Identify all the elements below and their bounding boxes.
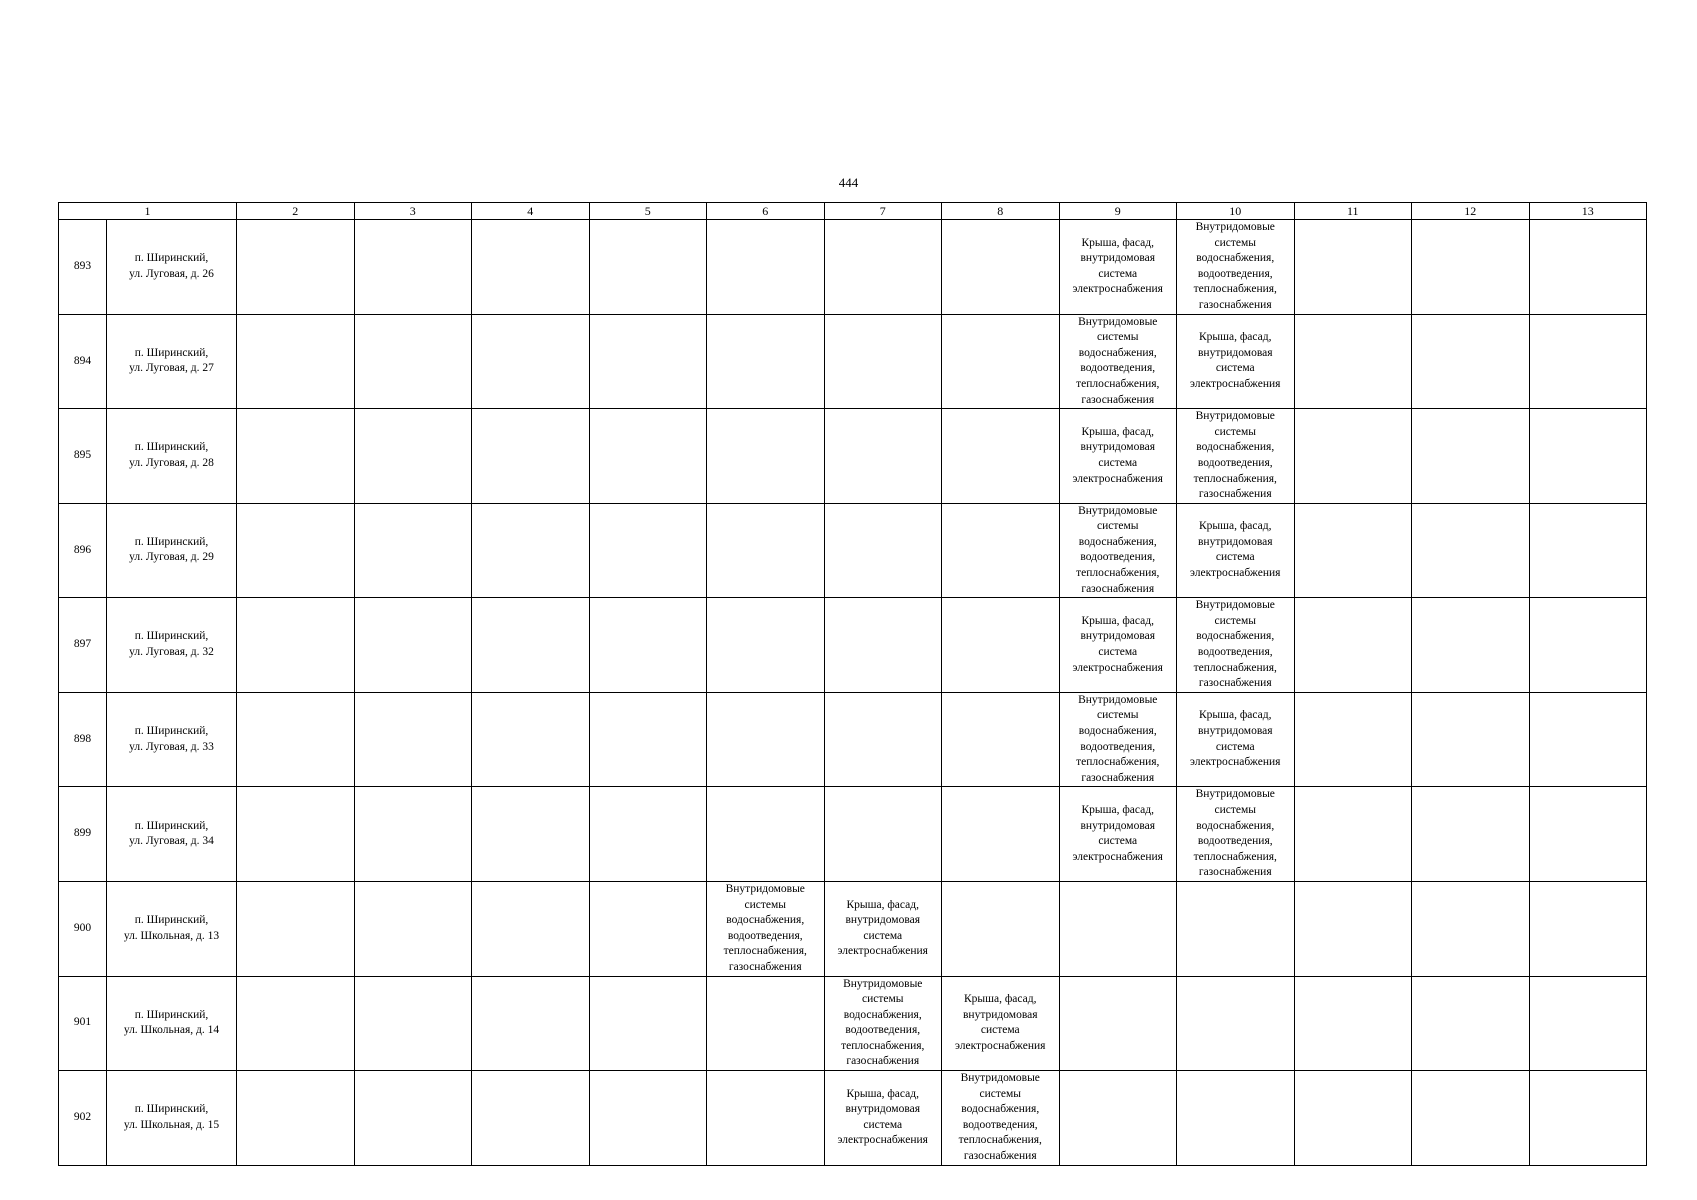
row-number: 896: [59, 503, 107, 598]
column-6-cell: [707, 598, 825, 693]
column-9-cell: [1059, 881, 1177, 976]
work-type-line: теплоснабжения,: [1076, 377, 1160, 390]
column-8-cell: [942, 1071, 1060, 1166]
row-number: 897: [59, 598, 107, 693]
address-line: ул. Школьная, д. 14: [123, 1024, 220, 1037]
column-7-cell: [824, 976, 942, 1071]
column-3-cell: [354, 409, 472, 504]
work-type-line: внутридомовая: [1080, 441, 1155, 454]
column-10-cell: [1177, 692, 1295, 787]
work-type-line: системы: [862, 993, 904, 1006]
address-cell: [107, 598, 237, 693]
address-line: ул. Школьная, д. 15: [123, 1118, 220, 1131]
address-line: п. Ширинский,: [134, 725, 209, 737]
column-header-9: 9: [1059, 203, 1177, 220]
work-type-line: электроснабжения: [1190, 567, 1281, 580]
work-type-line: водоотведения,: [1197, 267, 1273, 280]
column-10-cell: [1177, 976, 1295, 1071]
column-13-cell: [1529, 220, 1647, 315]
row-number: 893: [59, 220, 107, 315]
work-type-line: система: [863, 1118, 903, 1131]
work-type-line: электроснабжения: [955, 1039, 1046, 1052]
column-2-cell: [237, 881, 355, 976]
column-7-cell: [824, 503, 942, 598]
work-type-line: электроснабжения: [837, 945, 928, 958]
work-type-line: Внутридомовые: [1078, 693, 1158, 706]
work-type-line: Внутридомовые: [843, 977, 923, 990]
work-type-line: водоснабжения,: [1196, 630, 1275, 643]
column-header-12: 12: [1412, 203, 1530, 220]
table-row: [59, 692, 1647, 787]
column-9-cell: [1059, 787, 1177, 882]
address-cell: [107, 409, 237, 504]
work-type-line: системы: [1097, 520, 1139, 533]
work-type-line: внутридомовая: [1198, 535, 1273, 548]
table-row: [59, 787, 1647, 882]
column-10-cell: [1177, 598, 1295, 693]
address-cell: [107, 220, 237, 315]
work-type-line: водоснабжения,: [726, 914, 805, 927]
address-line: п. Ширинский,: [134, 1008, 209, 1021]
column-3-cell: [354, 692, 472, 787]
row-number: 895: [59, 409, 107, 504]
work-type-line: газоснабжения: [1081, 582, 1155, 595]
work-type-line: теплоснабжения,: [1193, 661, 1277, 674]
header-row: [59, 203, 1647, 220]
column-10-cell: [1177, 787, 1295, 882]
column-5-cell: [589, 598, 707, 693]
column-7-cell: [824, 692, 942, 787]
column-6-cell: [707, 314, 825, 409]
column-11-cell: [1294, 976, 1412, 1071]
work-type-line: водоотведения,: [727, 929, 803, 942]
work-type-line: Внутридомовые: [725, 882, 805, 895]
row-number: 902: [59, 1071, 107, 1166]
address-cell: [107, 976, 237, 1071]
column-13-cell: [1529, 787, 1647, 882]
address-line: п. Ширинский,: [134, 535, 209, 548]
column-2-cell: [237, 787, 355, 882]
work-type-line: газоснабжения: [846, 1055, 920, 1068]
work-type-line: газоснабжения: [1198, 488, 1272, 501]
column-9-cell: [1059, 692, 1177, 787]
column-3-cell: [354, 598, 472, 693]
column-4-cell: [472, 314, 590, 409]
column-6-cell: [707, 787, 825, 882]
work-type-line: водоснабжения,: [1078, 725, 1157, 737]
column-6-cell: [707, 692, 825, 787]
work-type-line: Крыша, фасад,: [964, 993, 1037, 1006]
address-line: ул. Луговая, д. 27: [129, 362, 214, 375]
work-type-line: система: [863, 929, 903, 942]
column-12-cell: [1412, 692, 1530, 787]
column-5-cell: [589, 1071, 707, 1166]
work-type-line: электроснабжения: [1072, 283, 1163, 296]
work-type-line: внутридомовая: [963, 1008, 1038, 1021]
column-12-cell: [1412, 220, 1530, 315]
column-header-10: 10: [1177, 203, 1295, 220]
column-5-cell: [589, 503, 707, 598]
address-cell: [107, 881, 237, 976]
column-12-cell: [1412, 787, 1530, 882]
column-header-7: 7: [824, 203, 942, 220]
work-type-line: электроснабжения: [1190, 377, 1281, 390]
column-3-cell: [354, 220, 472, 315]
work-type-line: Внутридомовые: [1078, 315, 1158, 328]
column-11-cell: [1294, 503, 1412, 598]
work-type-line: внутридомовая: [845, 914, 920, 927]
page-number: 444: [838, 175, 859, 190]
work-type-line: системы: [1214, 614, 1256, 627]
column-header-13: 13: [1529, 203, 1647, 220]
column-9-cell: [1059, 409, 1177, 504]
column-header-3: 3: [354, 203, 472, 220]
column-12-cell: [1412, 598, 1530, 693]
work-type-line: водоснабжения,: [843, 1008, 922, 1021]
column-13-cell: [1529, 409, 1647, 504]
column-4-cell: [472, 976, 590, 1071]
column-11-cell: [1294, 1071, 1412, 1166]
column-2-cell: [237, 598, 355, 693]
column-13-cell: [1529, 314, 1647, 409]
work-type-line: внутридомовая: [1198, 725, 1273, 737]
work-type-line: система: [1098, 267, 1138, 280]
table-body: [59, 220, 1647, 1166]
work-type-line: теплоснабжения,: [1193, 472, 1277, 485]
column-3-cell: [354, 314, 472, 409]
work-type-line: теплоснабжения,: [841, 1039, 925, 1052]
column-11-cell: [1294, 409, 1412, 504]
work-type-line: водоснабжения,: [1078, 535, 1157, 548]
work-type-line: водоотведения,: [1080, 740, 1156, 753]
work-type-line: Крыша, фасад,: [1199, 331, 1272, 344]
work-type-line: системы: [744, 898, 786, 911]
address-line: ул. Школьная, д. 13: [123, 929, 220, 942]
column-11-cell: [1294, 881, 1412, 976]
row-number: 901: [59, 976, 107, 1071]
work-type-line: теплоснабжения,: [723, 945, 807, 958]
work-type-line: системы: [979, 1087, 1021, 1100]
column-10-cell: [1177, 314, 1295, 409]
column-4-cell: [472, 220, 590, 315]
row-number: 900: [59, 881, 107, 976]
column-9-cell: [1059, 314, 1177, 409]
column-2-cell: [237, 692, 355, 787]
column-2-cell: [237, 976, 355, 1071]
column-11-cell: [1294, 598, 1412, 693]
column-2-cell: [237, 1071, 355, 1166]
column-5-cell: [589, 220, 707, 315]
work-type-line: системы: [1214, 425, 1256, 438]
work-type-line: водоснабжения,: [961, 1103, 1040, 1116]
column-8-cell: [942, 409, 1060, 504]
column-2-cell: [237, 409, 355, 504]
address-cell: [107, 314, 237, 409]
work-type-line: электроснабжения: [837, 1134, 928, 1147]
column-header-11: 11: [1294, 203, 1412, 220]
address-line: п. Ширинский,: [134, 441, 209, 454]
table-row: [59, 598, 1647, 693]
work-type-line: внутридомовая: [1198, 346, 1273, 359]
column-8-cell: [942, 881, 1060, 976]
work-type-line: Внутридомовые: [1195, 410, 1275, 423]
work-type-line: водоснабжения,: [1196, 441, 1275, 454]
work-type-line: Крыша, фасад,: [1081, 614, 1154, 627]
table-header: [59, 203, 1647, 220]
column-4-cell: [472, 409, 590, 504]
work-type-line: системы: [1214, 236, 1256, 249]
column-10-cell: [1177, 409, 1295, 504]
row-number: 899: [59, 787, 107, 882]
work-type-line: Крыша, фасад,: [1199, 709, 1272, 722]
address-cell: [107, 692, 237, 787]
work-type-line: водоотведения,: [1197, 835, 1273, 848]
table-row: [59, 503, 1647, 598]
column-7-cell: [824, 598, 942, 693]
column-3-cell: [354, 787, 472, 882]
address-line: ул. Луговая, д. 29: [129, 551, 214, 564]
column-13-cell: [1529, 1071, 1647, 1166]
column-4-cell: [472, 881, 590, 976]
address-line: ул. Луговая, д. 26: [129, 267, 214, 280]
column-11-cell: [1294, 314, 1412, 409]
column-5-cell: [589, 976, 707, 1071]
column-8-cell: [942, 314, 1060, 409]
work-type-line: системы: [1097, 331, 1139, 344]
work-type-line: система: [980, 1024, 1020, 1037]
column-6-cell: [707, 409, 825, 504]
work-type-line: внутридомовая: [1080, 819, 1155, 832]
work-type-line: Внутридомовые: [1195, 599, 1275, 612]
work-type-line: Крыша, фасад,: [846, 898, 919, 911]
column-10-cell: [1177, 220, 1295, 315]
column-8-cell: [942, 598, 1060, 693]
work-type-line: Внутридомовые: [1195, 788, 1275, 801]
work-type-line: Внутридомовые: [1195, 221, 1275, 233]
work-type-line: внутридомовая: [845, 1103, 920, 1116]
address-line: п. Ширинский,: [134, 1103, 209, 1116]
column-2-cell: [237, 220, 355, 315]
column-10-cell: [1177, 881, 1295, 976]
work-type-line: Крыша, фасад,: [1081, 425, 1154, 438]
address-line: ул. Луговая, д. 32: [129, 646, 214, 659]
work-type-line: газоснабжения: [1198, 866, 1272, 879]
column-3-cell: [354, 1071, 472, 1166]
column-13-cell: [1529, 598, 1647, 693]
work-type-line: внутридомовая: [1080, 630, 1155, 643]
address-cell: [107, 503, 237, 598]
column-9-cell: [1059, 503, 1177, 598]
column-12-cell: [1412, 409, 1530, 504]
column-4-cell: [472, 787, 590, 882]
address-line: п. Ширинский,: [134, 914, 209, 927]
column-10-cell: [1177, 1071, 1295, 1166]
column-13-cell: [1529, 881, 1647, 976]
table-row: [59, 976, 1647, 1071]
work-type-line: внутридомовая: [1080, 252, 1155, 265]
work-type-line: водоотведения,: [1080, 551, 1156, 564]
work-type-line: Крыша, фасад,: [1199, 520, 1272, 533]
address-line: ул. Луговая, д. 34: [129, 835, 214, 848]
column-9-cell: [1059, 598, 1177, 693]
work-type-line: система: [1098, 646, 1138, 659]
address-line: ул. Луговая, д. 28: [129, 456, 214, 469]
column-12-cell: [1412, 881, 1530, 976]
column-header-1: 1: [59, 203, 237, 220]
column-8-cell: [942, 692, 1060, 787]
column-6-cell: [707, 220, 825, 315]
column-10-cell: [1177, 503, 1295, 598]
column-7-cell: [824, 1071, 942, 1166]
column-3-cell: [354, 881, 472, 976]
work-type-line: газоснабжения: [963, 1150, 1037, 1163]
column-4-cell: [472, 692, 590, 787]
column-4-cell: [472, 598, 590, 693]
work-type-line: теплоснабжения,: [1076, 756, 1160, 769]
column-7-cell: [824, 409, 942, 504]
column-12-cell: [1412, 976, 1530, 1071]
work-type-line: Крыша, фасад,: [1081, 803, 1154, 816]
column-12-cell: [1412, 314, 1530, 409]
column-7-cell: [824, 881, 942, 976]
table-row: [59, 1071, 1647, 1166]
row-number: 898: [59, 692, 107, 787]
work-type-line: водоотведения,: [1197, 646, 1273, 659]
work-type-line: электроснабжения: [1190, 756, 1281, 769]
address-line: п. Ширинский,: [134, 819, 209, 832]
work-type-line: теплоснабжения,: [1193, 283, 1277, 296]
work-type-line: теплоснабжения,: [1193, 850, 1277, 863]
address-line: ул. Луговая, д. 33: [129, 740, 214, 753]
work-type-line: газоснабжения: [1198, 677, 1272, 690]
work-type-line: водоотведения,: [1197, 456, 1273, 469]
work-type-line: Внутридомовые: [1078, 504, 1158, 517]
column-4-cell: [472, 503, 590, 598]
column-8-cell: [942, 976, 1060, 1071]
work-type-line: теплоснабжения,: [1076, 567, 1160, 580]
work-type-line: газоснабжения: [1081, 771, 1155, 784]
table-row: [59, 220, 1647, 315]
column-9-cell: [1059, 220, 1177, 315]
column-8-cell: [942, 503, 1060, 598]
column-12-cell: [1412, 503, 1530, 598]
column-header-8: 8: [942, 203, 1060, 220]
column-13-cell: [1529, 976, 1647, 1071]
column-5-cell: [589, 409, 707, 504]
address-line: п. Ширинский,: [134, 346, 209, 359]
column-5-cell: [589, 881, 707, 976]
work-type-line: Крыша, фасад,: [1081, 236, 1154, 249]
column-13-cell: [1529, 692, 1647, 787]
column-6-cell: [707, 1071, 825, 1166]
column-4-cell: [472, 1071, 590, 1166]
work-type-line: водоснабжения,: [1078, 346, 1157, 359]
work-type-line: теплоснабжения,: [958, 1134, 1042, 1147]
column-header-6: 6: [707, 203, 825, 220]
column-8-cell: [942, 220, 1060, 315]
column-7-cell: [824, 220, 942, 315]
work-type-line: газоснабжения: [1081, 393, 1155, 406]
table-row: [59, 881, 1647, 976]
work-type-line: система: [1098, 835, 1138, 848]
work-type-line: электроснабжения: [1072, 472, 1163, 485]
address-line: п. Ширинский,: [134, 630, 209, 643]
work-type-line: система: [1215, 551, 1255, 564]
work-type-line: водоотведения,: [962, 1118, 1038, 1131]
column-6-cell: [707, 881, 825, 976]
work-type-line: водоснабжения,: [1196, 819, 1275, 832]
work-type-line: электроснабжения: [1072, 850, 1163, 863]
work-type-line: система: [1098, 456, 1138, 469]
address-line: п. Ширинский,: [134, 252, 209, 265]
column-header-5: 5: [589, 203, 707, 220]
work-type-line: водоотведения,: [1080, 362, 1156, 375]
schedule-table: [58, 202, 1647, 1166]
column-11-cell: [1294, 787, 1412, 882]
column-3-cell: [354, 503, 472, 598]
work-type-line: газоснабжения: [728, 960, 802, 973]
column-2-cell: [237, 314, 355, 409]
column-11-cell: [1294, 692, 1412, 787]
work-type-line: Внутридомовые: [960, 1072, 1040, 1085]
work-type-line: система: [1215, 362, 1255, 375]
work-type-line: водоснабжения,: [1196, 252, 1275, 265]
address-cell: [107, 1071, 237, 1166]
column-6-cell: [707, 503, 825, 598]
column-11-cell: [1294, 220, 1412, 315]
table-row: [59, 314, 1647, 409]
column-9-cell: [1059, 976, 1177, 1071]
column-5-cell: [589, 314, 707, 409]
row-number: 894: [59, 314, 107, 409]
address-cell: [107, 787, 237, 882]
column-6-cell: [707, 976, 825, 1071]
column-3-cell: [354, 976, 472, 1071]
work-type-line: водоотведения,: [845, 1024, 921, 1037]
table-row: [59, 409, 1647, 504]
column-5-cell: [589, 692, 707, 787]
work-type-line: Крыша, фасад,: [846, 1087, 919, 1100]
column-header-4: 4: [472, 203, 590, 220]
work-type-line: системы: [1214, 803, 1256, 816]
work-type-line: системы: [1097, 709, 1139, 722]
column-13-cell: [1529, 503, 1647, 598]
column-9-cell: [1059, 1071, 1177, 1166]
column-7-cell: [824, 787, 942, 882]
work-type-line: электроснабжения: [1072, 661, 1163, 674]
work-type-line: газоснабжения: [1198, 298, 1272, 311]
column-12-cell: [1412, 1071, 1530, 1166]
column-8-cell: [942, 787, 1060, 882]
column-5-cell: [589, 787, 707, 882]
column-7-cell: [824, 314, 942, 409]
column-header-2: 2: [237, 203, 355, 220]
column-2-cell: [237, 503, 355, 598]
work-type-line: система: [1215, 740, 1255, 753]
